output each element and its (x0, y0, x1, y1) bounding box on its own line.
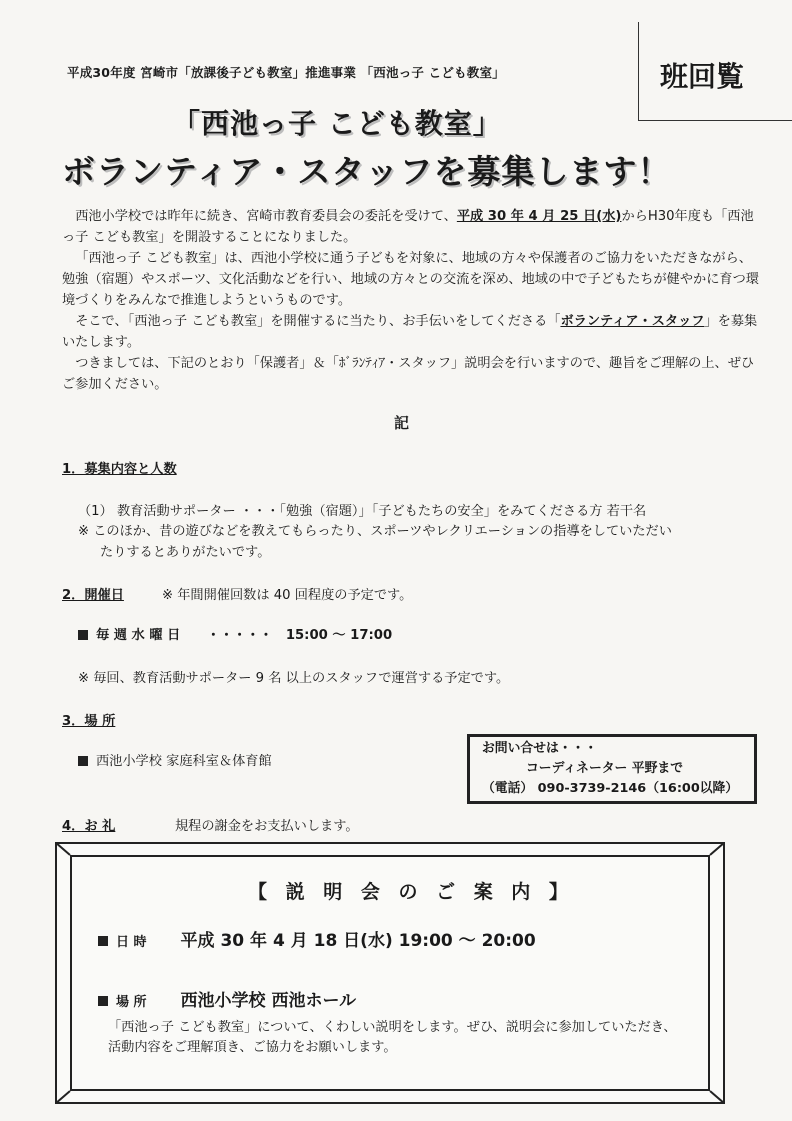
title-recruit: ボランティア・スタッフを募集します！ (62, 152, 672, 191)
briefing-title: 【 説 明 会 の ご 案 内 】 (248, 881, 574, 903)
schedule-row (78, 624, 392, 643)
intro-p4: つきましては、下記のとおり「保護者」＆「ﾎﾞﾗﾝﾃｨｱ・スタッフ」説明会を行いますので、趣旨をご理解の上、ぜひご参加ください。 (62, 356, 755, 392)
ki-heading: 記 (394, 414, 410, 432)
schedule-dots: ・・・・・ (206, 628, 273, 643)
briefing-place-row (98, 986, 356, 1011)
briefing-place-label: 場 所 (116, 995, 147, 1010)
briefing-date-value: 平成 30 年 4 月 18 日(水) 19:00 ～ 20:00 (180, 931, 536, 951)
contact-box (467, 734, 757, 804)
briefing-place-value: 西池小学校 西池ホール (180, 991, 357, 1011)
section-1-note-2: たりするとありがたいです。 (100, 545, 271, 560)
section-1-note-1: ※ このほか、昔の遊びなどを教えてもらったり、スポーツやレクリエーションの指導をしていただい (78, 524, 672, 539)
briefing-date-row (98, 926, 536, 951)
briefing-date-label: 日 時 (116, 935, 147, 950)
schedule-label: 毎 週 水 曜 日 (96, 628, 181, 643)
bullet-square-icon (78, 630, 88, 640)
bullet-square-icon (98, 996, 108, 1006)
section-1-heading: 1．募集内容と人数 (62, 462, 177, 477)
section-4-heading: 4．お 礼 (62, 819, 116, 834)
intro-paragraph-1 (62, 206, 762, 248)
contact-line-3: （電話） 090-3739-2146（16:00以降） (482, 781, 739, 796)
volunteer-staff-emphasis: ボランティア・スタッフ (560, 314, 705, 329)
intro-paragraph-3 (62, 311, 762, 353)
section-1-item: （1） 教育活動サポーター ・・・「勉強（宿題）」「子どもたちの安全」をみてくださる方 若干名 (78, 504, 647, 519)
header-line: 平成30年度 宮崎市「放課後子ども教室」推進事業 「西池っ子 こども教室」 (67, 65, 505, 80)
opening-date: 平成 30 年 4 月 25 日(水) (456, 209, 622, 224)
intro-p1a: 西池小学校では昨年に続き、宮崎市教育委員会の委託を受けて、 (75, 209, 457, 224)
title-program: 「西池っ子 こども教室」 (172, 107, 502, 140)
intro-p3c: 」を募集いたします。 (62, 314, 758, 350)
bullet-square-icon (78, 756, 88, 766)
contact-line-1: お問い合せは・・・ (482, 741, 598, 756)
contact-line-2: コーディネーター 平野まで (526, 761, 683, 776)
section-3-place: 西池小学校 家庭科室＆体育館 (96, 754, 272, 769)
briefing-note: 「西池っ子 こども教室」について、くわしい説明をします。ぜひ、説明会に参加していただき、活動内容をご理解頂き、ご協力をお願いします。 (108, 1020, 677, 1055)
intro-p2: 「西池っ子 こども教室」は、西池小学校に通う子どもを対象に、地域の方々や保護者のご協力をいただきながら、勉強（宿題）やスポーツ、文化活動などを行い、地域の方々との交流を深め、地域の中で子どもたちが健やかに育つ環境づくりをみんなで推進しようというものです。 (62, 251, 759, 308)
circulation-stamp: 班回覧 (660, 60, 745, 93)
intro-p3a: そこで、「西池っ子 こども教室」を開催するに当たり、お手伝いをしてくださる「 (75, 314, 561, 329)
section-2-note: ※ 年間開催回数は 40 回程度の予定です。 (162, 588, 413, 603)
schedule-time: 15:00 ～ 17:00 (285, 628, 393, 643)
section-4-text: 規程の謝金をお支払いします。 (175, 819, 359, 834)
section-3-place-row (78, 750, 272, 769)
bullet-square-icon (98, 936, 108, 946)
intro-p1c: からH30年度も「西池っ子 こども教室」を開設することになりました。 (62, 209, 754, 245)
intro-paragraph-2 (62, 248, 762, 311)
intro-text (62, 206, 762, 395)
section-2-heading: 2．開催日 (62, 588, 124, 603)
intro-paragraph-4 (62, 353, 762, 395)
section-3-heading: 3．場 所 (62, 714, 116, 729)
staff-note: ※ 毎回、教育活動サポーター 9 名 以上のスタッフで運営する予定です。 (78, 671, 510, 686)
